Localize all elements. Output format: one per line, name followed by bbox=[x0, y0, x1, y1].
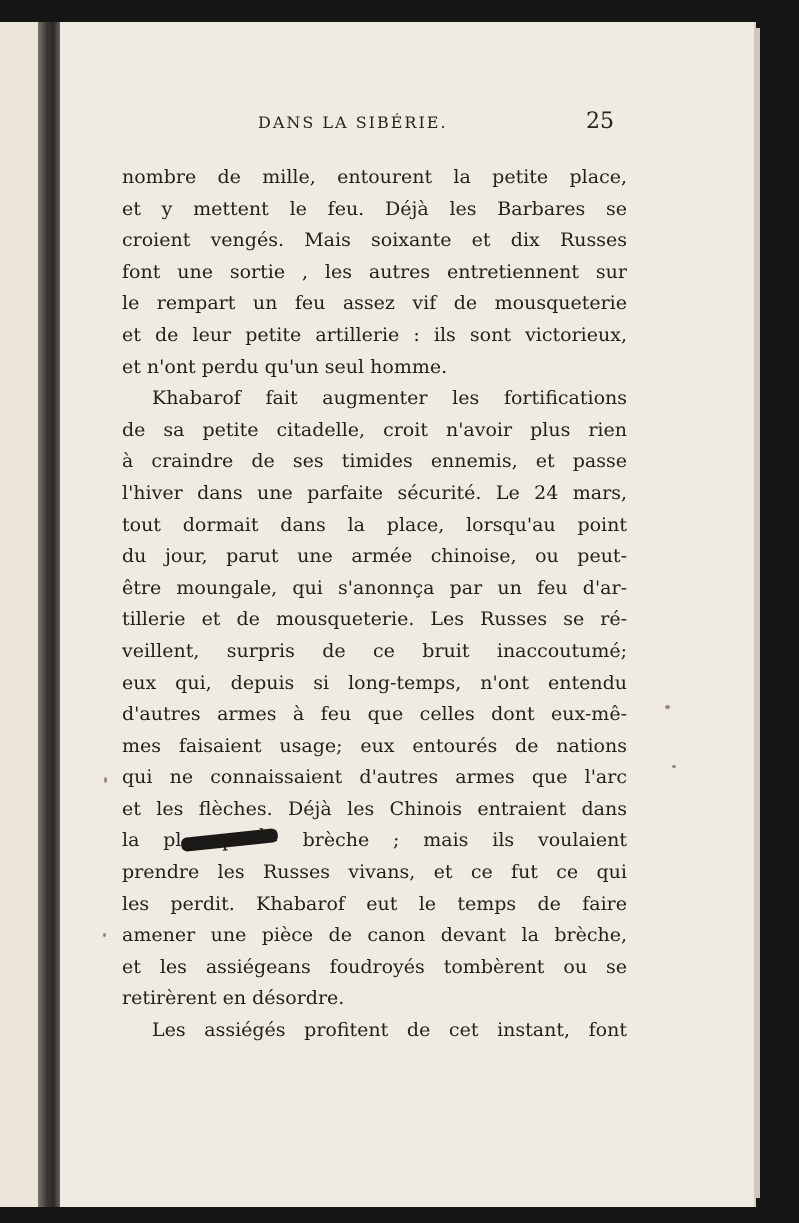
text-line: d'autres armes à feu que celles dont eux-mê- bbox=[122, 703, 627, 726]
text-line: et les assiégeans foudroyés tombèrent ou se bbox=[122, 955, 627, 978]
text-line: Khabarof fait augmenter les fortifications bbox=[152, 387, 627, 410]
text-line: de sa petite citadelle, croit n'avoir plus rien bbox=[122, 418, 627, 441]
paper-speck bbox=[672, 765, 676, 768]
text-line: croient vengés. Mais soixante et dix Russes bbox=[122, 229, 627, 252]
text-line: nombre de mille, entourent la petite place, bbox=[122, 166, 627, 188]
text-line: à craindre de ses timides ennemis, et passe bbox=[122, 450, 627, 473]
text-line: veillent, surpris de ce bruit inaccoutumé; bbox=[122, 639, 627, 662]
text-line: et n'ont perdu qu'un seul homme. bbox=[122, 355, 448, 378]
text-line: mes faisaient usage; eux entourés de nations bbox=[122, 734, 627, 757]
text-line: eux qui, depuis si long-temps, n'ont entendu bbox=[122, 671, 627, 694]
body-text bbox=[122, 162, 627, 1047]
text-line: le rempart un feu assez vif de mousqueterie bbox=[122, 292, 627, 315]
paper-speck bbox=[103, 933, 106, 937]
text-fragment: la pl bbox=[122, 829, 182, 852]
paper-speck bbox=[104, 777, 107, 783]
text-line: les perdit. Khabarof eut le temps de faire bbox=[122, 892, 627, 915]
text-line: amener une pièce de canon devant la brèche, bbox=[122, 924, 627, 947]
text-line: et de leur petite artillerie : ils sont victorieux, bbox=[122, 323, 627, 346]
text-line-with-ink-blot bbox=[122, 825, 627, 857]
text-line: Les assiégés profitent de cet instant, font bbox=[152, 1019, 627, 1042]
text-line: font une sortie , les autres entretiennent sur bbox=[122, 260, 627, 283]
text-line: et les flèches. Déjà les Chinois entraient dans bbox=[122, 797, 627, 820]
text-line: être moungale, qui s'anonnça par un feu d'ar- bbox=[122, 576, 627, 599]
text-line: tout dormait dans la place, lorsqu'au point bbox=[122, 513, 627, 536]
page-stack-edge bbox=[754, 28, 760, 1198]
ink-blot-struck-text: ace par la bbox=[181, 824, 279, 857]
text-line: retirèrent en désordre. bbox=[122, 987, 345, 1010]
text-line: prendre les Russes vivans, et ce fut ce qui bbox=[122, 861, 627, 884]
text-line: l'hiver dans une parfaite sécurité. Le 24 mars, bbox=[122, 481, 627, 504]
page-header bbox=[60, 93, 614, 133]
running-head: DANS LA SIBÉRIE. bbox=[258, 113, 448, 132]
text-line: et y mettent le feu. Déjà les Barbares se bbox=[122, 197, 627, 220]
paper-speck bbox=[665, 705, 670, 709]
text-fragment: brèche ; mais ils voulaient bbox=[278, 829, 628, 852]
text-line: qui ne connaissaient d'autres armes que l'arc bbox=[122, 766, 627, 789]
text-line: tillerie et de mousqueterie. Les Russes se ré- bbox=[122, 608, 627, 631]
page-number: 25 bbox=[586, 109, 614, 134]
text-line: du jour, parut une armée chinoise, ou peut- bbox=[122, 545, 627, 568]
